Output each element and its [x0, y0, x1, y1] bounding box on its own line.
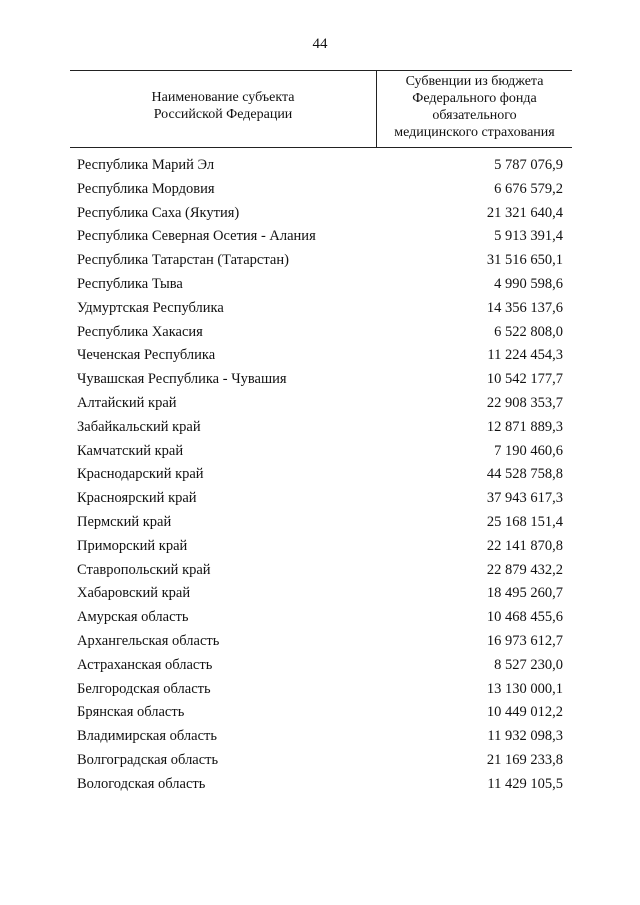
- region-name: Алтайский край: [77, 394, 177, 411]
- table-row: [0, 728, 640, 752]
- subvention-amount: 12 871 889,3: [486, 418, 563, 435]
- table-row: [0, 562, 640, 586]
- region-name: Красноярский край: [77, 490, 197, 507]
- region-name: Республика Татарстан (Татарстан): [77, 252, 289, 269]
- header-subvention-line: Субвенции из бюджета: [405, 74, 544, 89]
- region-name: Чеченская Республика: [77, 347, 216, 364]
- subvention-amount: 21 169 233,8: [486, 751, 563, 768]
- table-row: [0, 419, 640, 443]
- table-row: [0, 490, 640, 514]
- subvention-amount: 10 542 177,7: [486, 371, 563, 388]
- table-row: [0, 371, 640, 395]
- region-name: Архангельская область: [77, 632, 220, 649]
- subvention-amount: 11 932 098,3: [487, 728, 563, 745]
- subvention-amount: 4 990 598,6: [494, 275, 563, 292]
- header-region-name-line: Российской Федерации: [153, 107, 293, 122]
- table-row: [0, 181, 640, 205]
- region-name: Республика Хакасия: [77, 323, 203, 340]
- subvention-amount: 7 190 460,6: [494, 442, 563, 459]
- subvention-amount: 22 879 432,2: [486, 561, 563, 578]
- region-name: Краснодарский край: [77, 466, 204, 483]
- region-name: Республика Марий Эл: [77, 157, 215, 173]
- page-number: 44: [312, 36, 328, 52]
- table-row: [0, 466, 640, 490]
- table-row: [0, 681, 640, 705]
- subvention-amount: 5 787 076,9: [494, 157, 563, 173]
- subvention-amount: 6 676 579,2: [494, 180, 563, 197]
- table-row: [0, 300, 640, 324]
- subvention-amount: 25 168 151,4: [486, 513, 563, 530]
- table-row: [0, 205, 640, 229]
- table-row: [0, 276, 640, 300]
- region-name: Забайкальский край: [77, 418, 201, 435]
- region-name: Удмуртская Республика: [77, 299, 224, 316]
- region-name: Республика Северная Осетия - Алания: [77, 228, 316, 245]
- table-row: [0, 538, 640, 562]
- subvention-amount: 10 449 012,2: [486, 704, 563, 721]
- subvention-amount: 6 522 808,0: [494, 323, 563, 340]
- subvention-amount: 22 908 353,7: [486, 394, 563, 411]
- table-row: [0, 633, 640, 657]
- region-name: Пермский край: [77, 513, 172, 530]
- subvention-amount: 44 528 758,8: [486, 466, 563, 483]
- table-row: [0, 324, 640, 348]
- header-subvention-line: обязательного: [432, 108, 517, 123]
- region-name: Владимирская область: [77, 728, 217, 745]
- header-subvention: [377, 73, 572, 141]
- table-row: [0, 704, 640, 728]
- table-row: [0, 443, 640, 467]
- table-row: [0, 228, 640, 252]
- table-row: [0, 395, 640, 419]
- subvention-amount: 5 913 391,4: [494, 228, 563, 245]
- region-name: Брянская область: [77, 704, 185, 721]
- region-name: Ставропольский край: [77, 561, 211, 578]
- table-row: [0, 252, 640, 276]
- subvention-amount: 10 468 455,6: [486, 609, 563, 626]
- header-subvention-line: Федерального фонда: [412, 91, 537, 106]
- region-name: Чувашская Республика - Чувашия: [77, 371, 287, 388]
- table-row: [0, 157, 640, 181]
- region-name: Республика Тыва: [77, 275, 183, 292]
- region-name: Приморский край: [77, 537, 188, 554]
- subvention-amount: 22 141 870,8: [486, 537, 563, 554]
- table-row: [0, 752, 640, 776]
- header-region-name: [70, 89, 376, 123]
- table-row: [0, 585, 640, 609]
- subvention-amount: 13 130 000,1: [486, 680, 563, 697]
- subvention-amount: 8 527 230,0: [494, 656, 563, 673]
- subvention-amount: 16 973 612,7: [486, 632, 563, 649]
- table-header: [70, 70, 572, 148]
- subvention-amount: 14 356 137,6: [486, 299, 563, 316]
- subvention-amount: 31 516 650,1: [486, 252, 563, 269]
- region-name: Республика Мордовия: [77, 180, 215, 197]
- region-name: Белгородская область: [77, 680, 211, 697]
- region-name: Камчатский край: [77, 442, 184, 459]
- region-name: Астраханская область: [77, 656, 213, 673]
- region-name: Вологодская область: [77, 775, 206, 792]
- table-row: [0, 347, 640, 371]
- subvention-amount: 11 224 454,3: [487, 347, 563, 364]
- region-name: Хабаровский край: [77, 585, 191, 602]
- subvention-amount: 37 943 617,3: [486, 490, 563, 507]
- table-row: [0, 657, 640, 681]
- subvention-amount: 11 429 105,5: [487, 775, 563, 792]
- region-name: Республика Саха (Якутия): [77, 204, 240, 221]
- subvention-amount: 21 321 640,4: [486, 204, 563, 221]
- table-row: [0, 514, 640, 538]
- table-row: [0, 776, 640, 800]
- header-region-name-line: Наименование субъекта: [151, 90, 295, 105]
- header-subvention-line: медицинского страхования: [394, 125, 555, 140]
- subvention-amount: 18 495 260,7: [486, 585, 563, 602]
- region-name: Амурская область: [77, 609, 189, 626]
- region-name: Волгоградская область: [77, 751, 219, 768]
- table-body: [0, 157, 640, 800]
- table-row: [0, 609, 640, 633]
